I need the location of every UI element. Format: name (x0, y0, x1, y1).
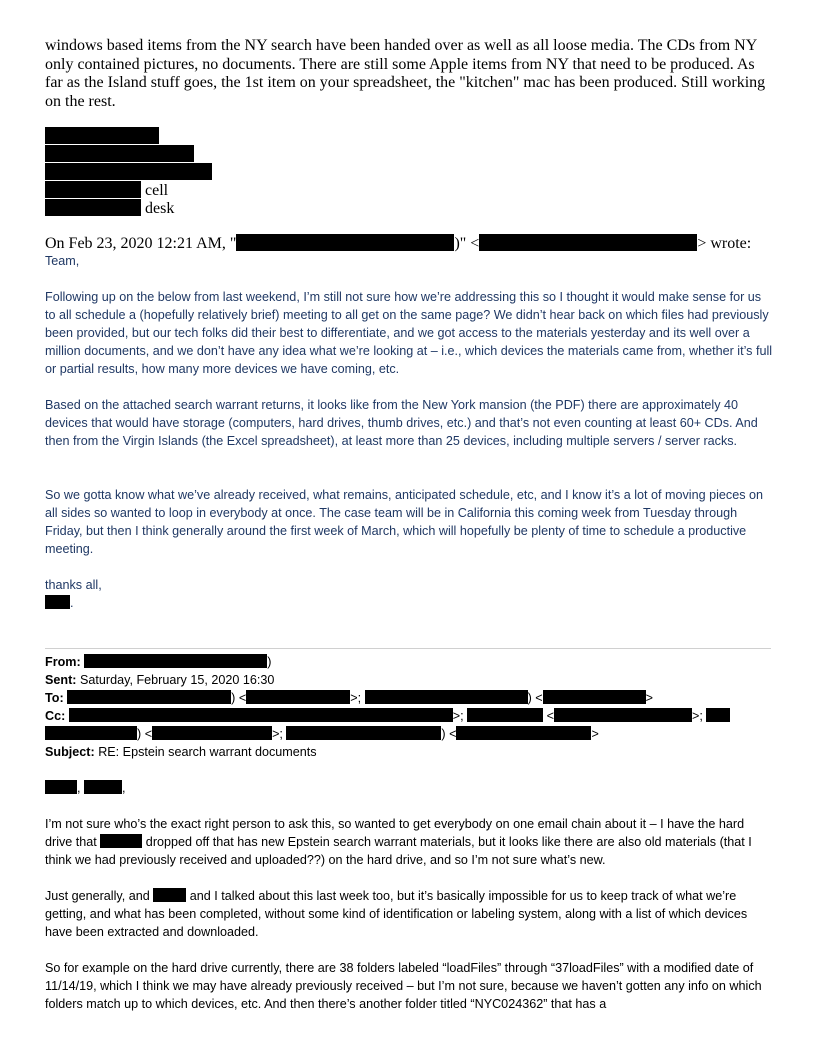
reply-suffix: > wrote: (697, 235, 752, 252)
redaction-box (236, 234, 454, 251)
redaction-box (45, 780, 77, 794)
redaction-box (67, 690, 231, 704)
subject-value: RE: Epstein search warrant documents (98, 745, 317, 759)
period: . (70, 596, 74, 610)
redaction-box (456, 726, 591, 740)
redaction-box (365, 690, 528, 704)
redaction-box (467, 708, 543, 722)
sent-label: Sent: (45, 673, 77, 687)
separator: >; (692, 709, 707, 723)
redaction-box (45, 181, 141, 198)
subject-label: Subject: (45, 745, 95, 759)
redaction-box (45, 726, 137, 740)
separator: >; (350, 691, 365, 705)
separator: > (591, 727, 599, 741)
email1-para2: Based on the attached search warrant returns, it looks like from the New York mansion (the PDF) there are approximately 40 devices that would have storage (computers, hard drives, thumb drives, etc.) and that’s not even counting at least 60+ CDs. And then from the Virgin Islands (the Excel spreadsheet), at least more than 25 devices, including multiple servers / server racks. (45, 398, 758, 448)
from-line (45, 653, 773, 671)
cc-line-continued (45, 725, 773, 743)
separator: ) < (441, 727, 457, 741)
signature-org-line (45, 163, 212, 181)
sent-value: Saturday, February 15, 2020 16:30 (79, 673, 275, 687)
redaction-box (45, 163, 212, 180)
email1-signoff: thanks all, (45, 578, 102, 592)
signature-title-line (45, 145, 194, 163)
signature-cell-line (45, 181, 168, 199)
email2-greeting (45, 779, 773, 797)
separator: >; (452, 709, 468, 723)
redaction-box (554, 708, 692, 722)
text-run: and I talked about this last week too, but it’s basically impossible for us to keep track of what we’re getting, and what has been completed, without some kind of identification or labeling system, along with a list of which devices have been extracted and downloaded. (45, 889, 748, 939)
redaction-box (152, 726, 272, 740)
signature-desk-line (45, 199, 174, 217)
text-run: dropped off that has new Epstein search warrant materials, but it looks like there are also old materials (that I think we had previously received and uploaded??) on the hard drive, and so I’m not sure what’s new. (45, 835, 752, 867)
to-line (45, 689, 773, 707)
separator: < (546, 709, 555, 723)
email2-para1 (45, 815, 773, 869)
signature-name-line (45, 127, 159, 145)
cc-line (45, 707, 773, 725)
redaction-box (100, 834, 142, 848)
redaction-box (543, 690, 646, 704)
comma: , (122, 781, 126, 795)
divider (45, 648, 771, 649)
email2-para3: So for example on the hard drive currently, there are 38 folders labeled “loadFiles” through “37loadFiles” with a modified date of 11/14/19, which I think we may have already previously received – but I’m not sure, because we haven’t gotten any info on which folders match up to which devices, etc. And then there’s another folder titled “NYC024362” that has a (45, 961, 762, 1011)
reply-prefix: On Feb 23, 2020 12:21 AM, " (45, 235, 237, 252)
from-close: ) (267, 655, 272, 669)
email1-greeting: Team, (45, 254, 80, 268)
cell-label: cell (145, 182, 169, 199)
top-paragraph: windows based items from the NY search have been handed over as well as all loose media. The CDs from NY only contained pictures, no documents. There are still some Apple items from NY that need to be produced. As far as the Island stuff goes, the 1st item on your spreadsheet, the "kitchen" mac has been produced. Still working on the rest. (45, 37, 766, 110)
email1-para3: So we gotta know what we’ve already received, what remains, anticipated schedule, etc, and I know it’s a lot of moving pieces on all sides so wanted to loop in everybody at once. The case team will be in California this coming week from Tuesday through Friday, but then I think generally around the first week of March, which will hopefully be plenty of time to schedule a productive meeting. (45, 488, 764, 556)
comma: , (77, 781, 81, 795)
redaction-box (45, 595, 70, 609)
redaction-box (84, 654, 267, 668)
redaction-box (286, 726, 441, 740)
redaction-box (246, 690, 350, 704)
redaction-box (479, 234, 697, 251)
text-run: I’m not sure who’s the exact right person to ask this, so wanted to get everybody on one email chain about it – I have the hard drive that (45, 817, 745, 849)
from-label: From: (45, 655, 81, 669)
redaction-box (45, 127, 159, 144)
email1-signature (45, 594, 773, 612)
email1-para1: Following up on the below from last weekend, I’m still not sure how we’re addressing this so I thought it would make sense for us to all schedule a (hopefully relatively brief) meeting to all get on the same page? We didn’t hear back on which files had previously been provided, but our tech folks did their best to differentiate, and we got access to the materials yesterday and its well over a million documents, and we don’t have any idea what we’re looking at – i.e., which devices the materials came from, whether it’s full or partial results, how many more devices we have coming, etc. (45, 290, 773, 376)
separator: >; (272, 727, 287, 741)
redaction-box (45, 199, 141, 216)
separator: ) < (527, 691, 543, 705)
desk-label: desk (145, 200, 175, 217)
redaction-box (45, 145, 194, 162)
to-label: To: (45, 691, 64, 705)
subject-line (45, 743, 773, 761)
separator: ) < (231, 691, 247, 705)
reply-attribution (45, 234, 785, 253)
reply-mid: )" < (454, 235, 480, 252)
redaction-box (69, 708, 453, 722)
sent-line (45, 671, 773, 689)
text-run: Just generally, and (45, 889, 154, 903)
cc-label: Cc: (45, 709, 66, 723)
redaction-box (706, 708, 730, 722)
redaction-box (153, 888, 186, 902)
redaction-box (84, 780, 122, 794)
separator: > (645, 691, 653, 705)
email2-para2 (45, 887, 773, 941)
separator: ) < (137, 727, 153, 741)
